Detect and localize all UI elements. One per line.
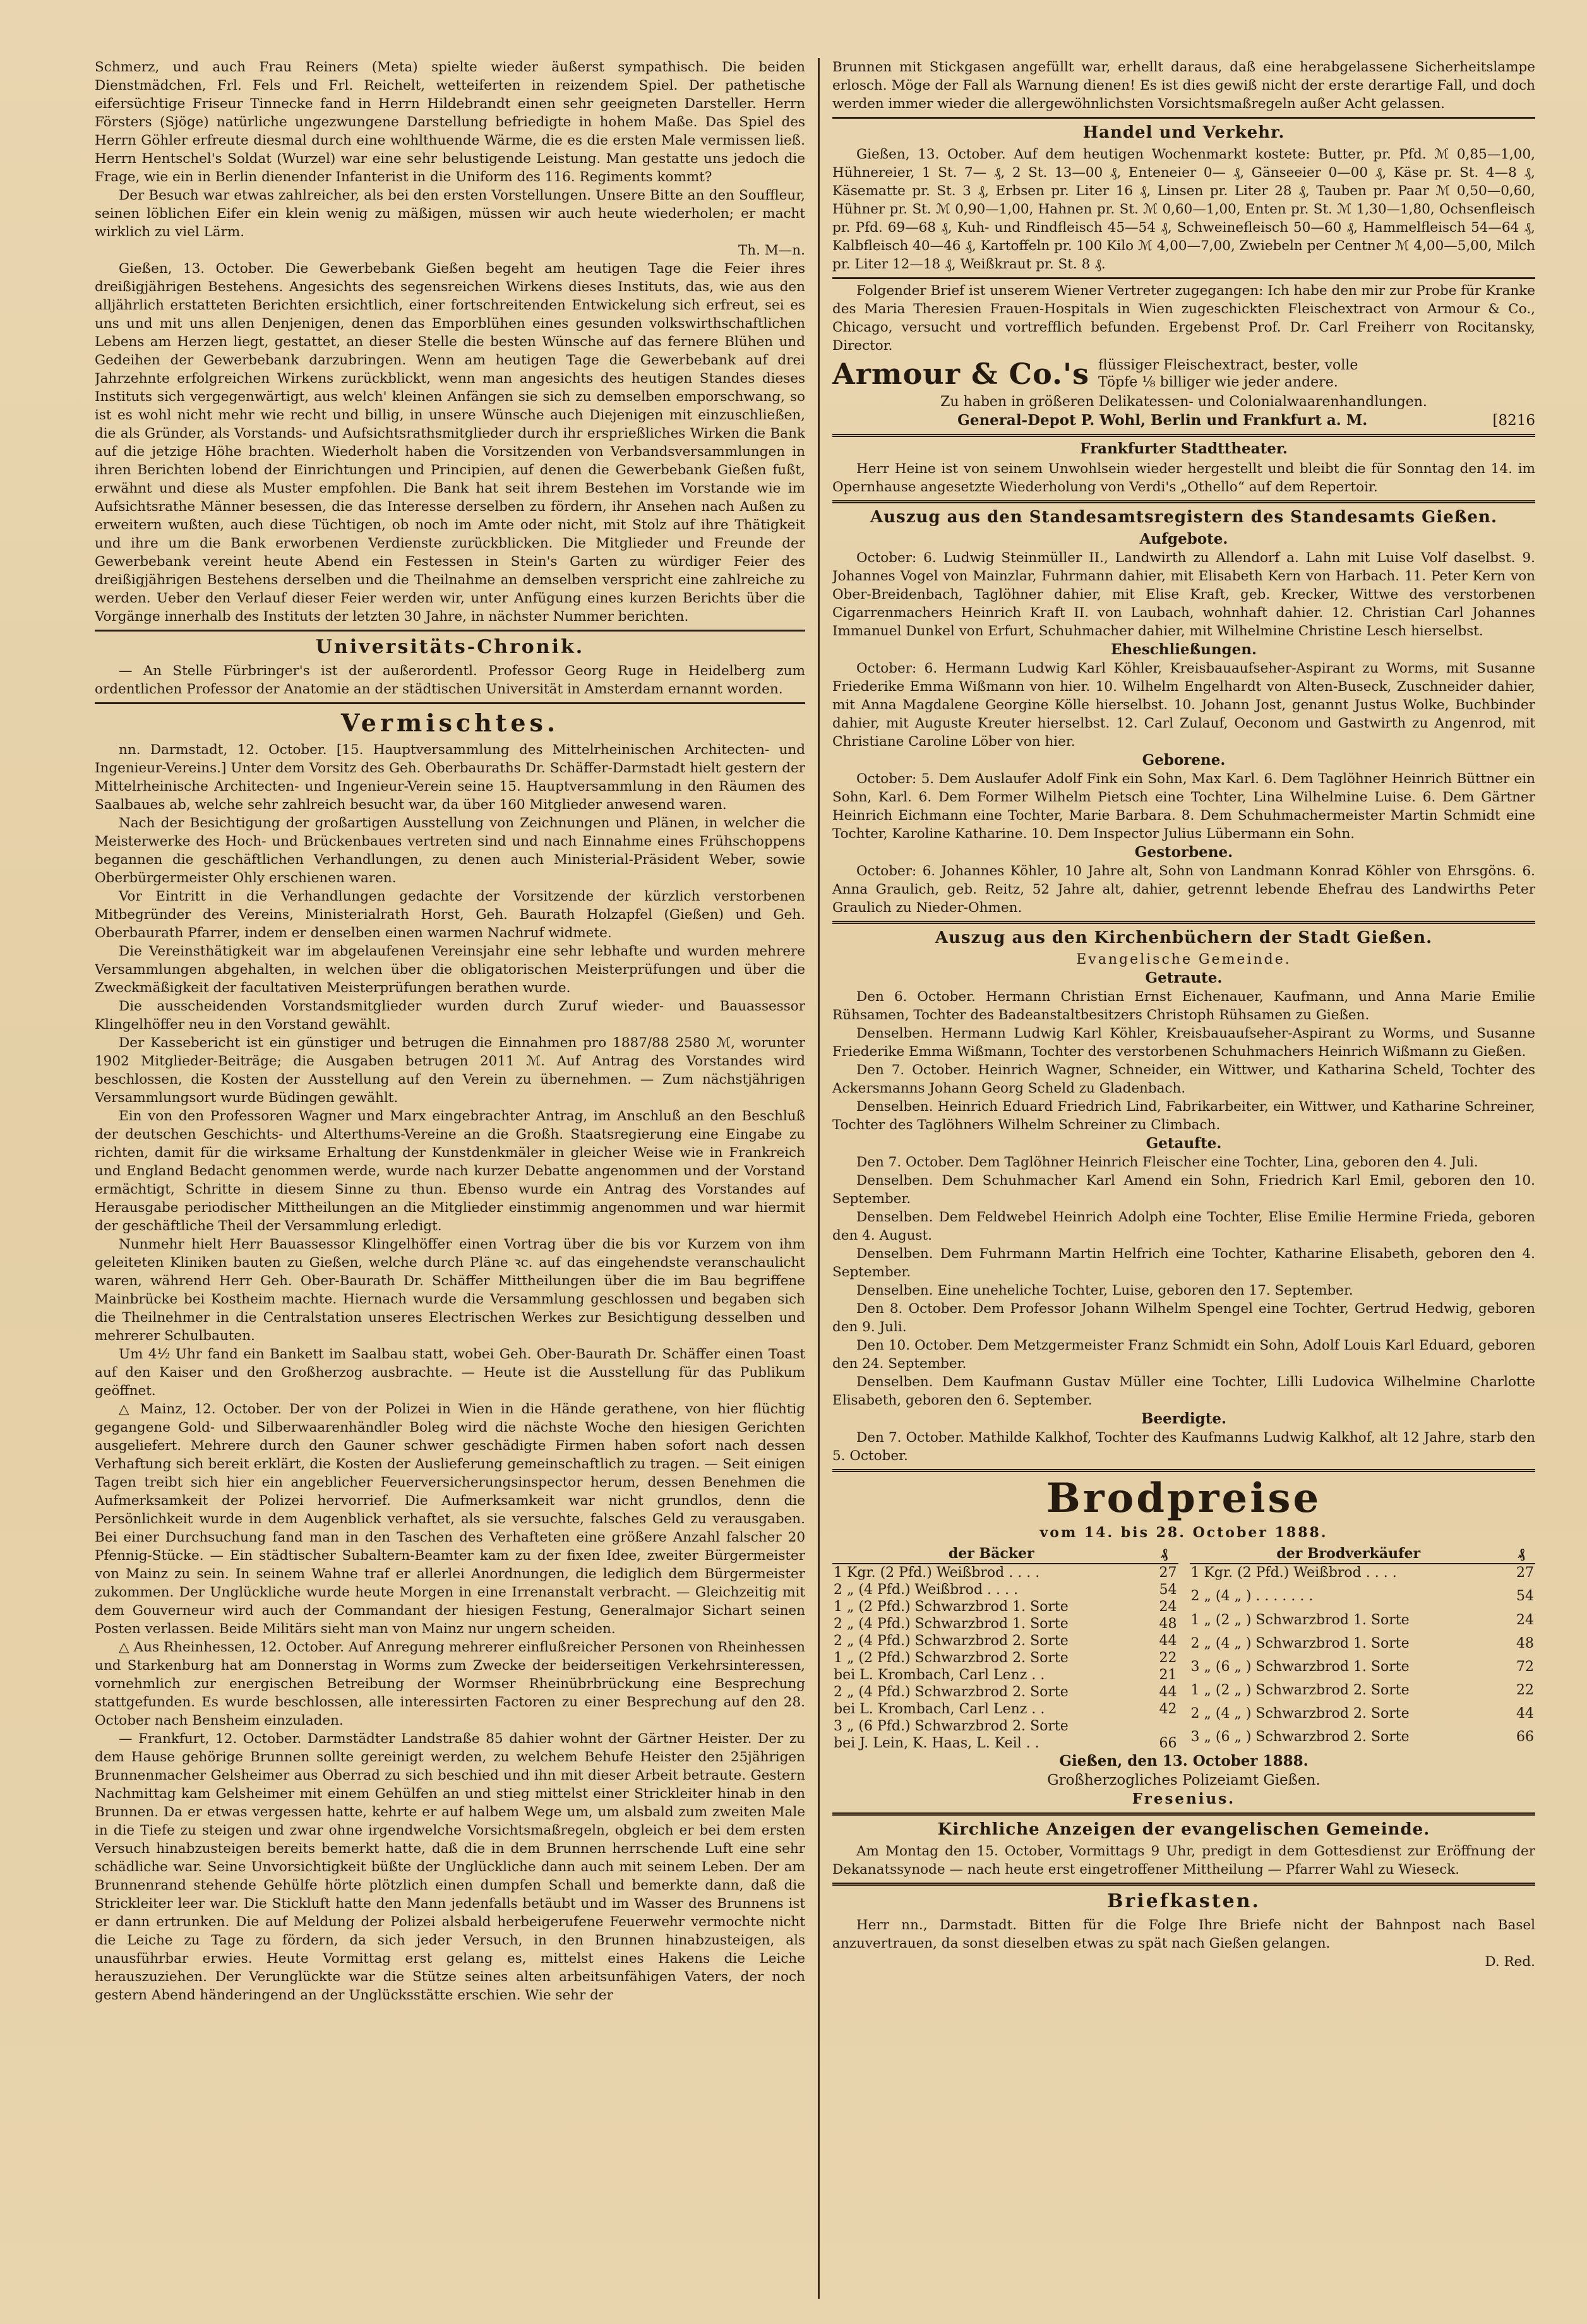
- theater-notice: Herr Heine ist von seinem Unwohlsein wieder hergestellt und bleibt die für Sonntag den 14. im Opernhause angesetzte Wiederholung von Verdi's „Othello“ auf dem Repertoir.: [832, 461, 1535, 495]
- kirchen-entry: Denselben. Eine uneheliche Tochter, Luise, geboren den 17. September.: [856, 1283, 1353, 1298]
- section-title-briefkasten: Briefkasten.: [1107, 1890, 1261, 1912]
- section-title-handel: Handel und Verkehr.: [1082, 123, 1285, 142]
- price-value: 21: [1159, 1667, 1177, 1683]
- review-signature: Th. M—n.: [738, 243, 805, 258]
- price-value: 24: [1159, 1599, 1177, 1615]
- kirchen-entry: Denselben. Dem Fuhrmann Martin Helfrich eine Tochter, Katharine Elisabeth, geboren den 4. September.: [832, 1246, 1535, 1280]
- kirchen-entry: Den 8. October. Dem Professor Johann Wilhelm Spengel eine Tochter, Gertrud Hedwig, geboren den 9. Juli.: [832, 1301, 1535, 1335]
- table-header-unit: ₰: [1151, 1545, 1178, 1564]
- standes-entry: October: 5. Dem Auslaufer Adolf Fink ein Sohn, Max Karl. 6. Dem Taglöhner Heinrich Büttner ein Sohn, Karl. 6. Dem Former Wilhelm Pietsch eine Tochter, Lina Wilhelmine Luise. 6. Dem Gärtner Heinrich Eichmann eine Tochter, Marie Barbara. 8. Dem Schuhmachermeister Martin Schmidt eine Tochter, Karoline Katharine. 10. Dem Inspector Julius Lübermann ein Sohn.: [832, 771, 1535, 842]
- standes-entry: October: 6. Ludwig Steinmüller II., Landwirth zu Allendorf a. Lahn mit Luise Volf daselbst. 9. Johannes Vogel von Mainzlar, Fuhrmann dahier, mit Elisabeth Kern von Harbach. 11. Peter Kern von Ober-Breidenbach, Taglöhner dahier, mit Elise Kraft, geb. Krecker, Wittwe des verstorbenen Cigarrenmachers Heinrich Kraft II. von Laubach, wohnhaft dahier. 12. Christian Carl Johannes Immanuel Dunkel von Erfurt, Schuhmacher dahier, mit Wilhelmine Christine Lesch hierselbst.: [832, 550, 1535, 639]
- kirchen-subtitle: Evangelische Gemeinde.: [1076, 952, 1291, 967]
- section-rule: [832, 434, 1535, 437]
- price-item: 1 „ (2 „ ) Schwarzbrod 1. Sorte: [1190, 1612, 1410, 1628]
- brodpreise-block: [832, 1475, 1535, 1809]
- section-rule: [832, 500, 1535, 503]
- section-rule: [832, 1469, 1535, 1472]
- price-item: 1 „ (2 „ ) Schwarzbrod 2. Sorte: [1190, 1682, 1410, 1698]
- table-row: [1190, 1564, 1536, 1588]
- table-row: [832, 1684, 1178, 1701]
- section-title-vermischtes: Vermischtes.: [340, 709, 560, 737]
- kirchen-entry: Den 7. October. Mathilde Kalkhof, Tochter des Kaufmanns Ludwig Kalkhof, alt 12 Jahre, starb den 5. October.: [832, 1430, 1535, 1464]
- standes-subheading: Eheschließungen.: [1110, 641, 1257, 658]
- section-rule: [95, 702, 805, 704]
- continued-paragraph: Brunnen mit Stickgasen angefüllt war, erhellt daraus, daß eine herabgelassene Sicherheitslampe erlosch. Möge der Fall als Warnung dienen! Es ist dies gewiß nicht der erste derartige Fall, und doch werden immer wieder die allergewöhnlichsten Vorsichtsmaßregeln außer Acht gelassen.: [832, 59, 1535, 112]
- ad-brand-side-line: Töpfe ⅛ billiger wie jeder andere.: [1098, 374, 1338, 390]
- price-item: bei L. Krombach, Carl Lenz . .: [834, 1667, 1045, 1683]
- kirchliche-anzeige-text: Am Montag den 15. October, Vormittags 9 Uhr, predigt in dem Gottesdienst zur Eröffnung der Dekanatssynode — nach heute erst eingetroffener Mittheilung — Pfarrer Wahl zu Wieseck.: [832, 1843, 1535, 1878]
- kirchen-entry: Denselben. Hermann Ludwig Karl Köhler, Kreisbauaufseher-Aspirant zu Worms, und Susanne Friederike Emma Wißmann, Tochter des verstorbenen Schuhmachers Heinrich Wißmann zu Gießen.: [832, 1026, 1535, 1060]
- vermischtes-paragraph: Ein von den Professoren Wagner und Marx eingebrachter Antrag, im Anschluß an den Beschluß der deutschen Geschichts- und Alterthums-Vereine an die Großh. Staatsregierung eine Eingabe zu richten, damit für die wirksame Erhaltung der Kunstdenkmäler in gleicher Weise wie in Frankreich und England Bedacht genommen werde, wurde nach kurzer Debatte angenommen und der Vorstand ermächtigt, Schritte in diesem Sinne zu thun. Ebenso wurde ein Antrag des Vorstandes auf Herausgabe periodischer Mittheilungen an die Mitglieder einstimmig angenommen und war hiermit der geschäftliche Theil der Versammlung erledigt.: [95, 1108, 805, 1234]
- table-row: [832, 1581, 1178, 1598]
- market-prices-text: Gießen, 13. October. Auf dem heutigen Wochenmarkt kostete: Butter, pr. Pfd. ℳ 0,85—1,00, Hühnereier, 1 St. 7— ₰, 2 St. 13—00 ₰, Enteneier 0— ₰, Gänseeier 0—00 ₰, Käse pr. St. 4—8 ₰, Käsematte pr. St. 3 ₰, Erbsen pr. Liter 16 ₰, Linsen pr. Liter 28 ₰, Tauben pr. Paar ℳ 0,50—0,60, Hühner pr. St. ℳ 0,90—1,00, Hahnen pr. St. ℳ 0,60—1,00, Enten pr. St. ℳ 1,30—1,80, Ochsenfleisch pr. Pfd. 69—68 ₰, Kuh- und Rindfleisch 45—54 ₰, Schweinefleisch 50—60 ₰, Hammelfleisch 54—64 ₰, Kalbfleisch 40—46 ₰, Kartoffeln pr. 100 Kilo ℳ 4,00—7,00, Zwiebeln per Centner ℳ 4,00—5,00, Milch pr. Liter 12—18 ₰, Weißkraut pr. St. 8 ₰.: [832, 147, 1535, 272]
- section-rule: [832, 921, 1535, 924]
- kirchen-entry: Denselben. Dem Kaufmann Gustav Müller eine Tochter, Lilli Ludovica Wilhelmine Charlotte Elisabeth, geboren den 6. September.: [832, 1374, 1535, 1408]
- price-value: 66: [1516, 1728, 1534, 1745]
- price-value: 66: [1159, 1735, 1177, 1751]
- section-title-universitaets-chronik: Universitäts-Chronik.: [315, 636, 585, 658]
- standes-subheading: Geborene.: [1142, 752, 1226, 769]
- price-value: 24: [1516, 1612, 1534, 1628]
- ad-number: [8216: [1492, 412, 1535, 429]
- standes-subheading: Aufgebote.: [1139, 530, 1228, 548]
- brodpreise-subtitle: vom 14. bis 28. October 1888.: [1039, 1524, 1328, 1541]
- price-table-body: [1190, 1564, 1536, 1752]
- brodpreise-signer: Fresenius.: [1132, 1790, 1236, 1807]
- price-item: 2 „ (4 „ ) Schwarzbrod 1. Sorte: [1190, 1635, 1410, 1651]
- table-row: [832, 1598, 1178, 1615]
- vermischtes-paragraph: — Frankfurt, 12. October. Darmstädter Landstraße 85 dahier wohnt der Gärtner Heister. Der zu dem Hause gehörige Brunnen sollte gereinigt werden, zu welchem Behufe Heister den 25jährigen Brunnenmacher Gelsheimer aus Oberrad zu sich beschied und ihn mit dieser Arbeit betraute. Gestern Nachmittag kam Gelsheimer mit einem Gehülfen an und stieg mittelst einer Strickleiter hinab in den Brunnen. Da er etwas vergessen hatte, kehrte er auf halbem Wege um, um alsbald zum zweiten Male in die Tiefe zu steigen und zwar ohne irgendwelche Vorsichtsmaßregeln, obgleich er bei dem ersten Versuch hinabzusteigen bereits bemerkt hatte, daß die in dem Brunnen herrschende Luft eine sehr schädliche war. Seine Unvorsichtigkeit büßte der Unglückliche dann auch mit seinem Leben. Der am Brunnenrand stehende Gehülfe hörte plötzlich einen dumpfen Schall und bemerkte dann, daß die Strickleiter leer war. Die Stickluft hatte den Mann jedenfalls betäubt und im Wasser des Brunnens ist er dann ertrunken. Die auf Meldung der Polizei alsbald herbeigerufene Feuerwehr vermochte nicht die Leiche zu Tage zu fördern, da sich jeder Versuch, in den Brunnen hinabzusteigen, als unausführbar erwies. Heute Vormittag erst gelang es, mittelst eines Hakens die Leiche herauszuziehen. Der Verunglückte war die Stütze seines alten arbeitsunfähigen Vaters, der noch gestern Abend händeringend an der Unglücksstätte erschien. Wie sehr der: [95, 1731, 805, 2003]
- section-rule: [832, 277, 1535, 279]
- vermischtes-paragraph: Die ausscheidenden Vorstandsmitglieder wurden durch Zuruf wieder- und Bauassessor Klingelhöffer neu in den Vorstand gewählt.: [95, 998, 805, 1033]
- price-value: 48: [1516, 1635, 1534, 1651]
- price-item: 2 „ (4 „ ) Schwarzbrod 2. Sorte: [1190, 1705, 1410, 1722]
- price-item: 2 „ (4 Pfd.) Weißbrod . . . .: [834, 1582, 1018, 1598]
- table-row: [1190, 1682, 1536, 1705]
- ad-availability: Zu haben in größeren Delikatessen- und Colonialwaarenhandlungen.: [940, 394, 1427, 410]
- kirchen-subheading: Getraute.: [1145, 969, 1223, 986]
- price-value: 27: [1516, 1565, 1534, 1581]
- price-table-body: [832, 1564, 1178, 1752]
- ad-brand-side: [1098, 357, 1358, 391]
- price-value: 72: [1516, 1658, 1534, 1675]
- vermischtes-paragraph: Vor Eintritt in die Verhandlungen gedachte der Vorsitzende der kürzlich verstorbenen Mitbegründer des Vereins, Ministerialrath Horst, Geh. Baurath Holzapfel (Gießen) und Geh. Oberbaurath Pfarrer, indem er denselben einen warmen Nachruf widmete.: [95, 889, 805, 941]
- left-column: [95, 58, 805, 2301]
- table-row: [832, 1564, 1178, 1581]
- price-item: 3 „ (6 Pfd.) Schwarzbrod 2. Sorte: [834, 1718, 1069, 1734]
- kirchen-entry: Denselben. Dem Schuhmacher Karl Amend ein Sohn, Friedrich Karl Emil, geboren den 10. September.: [832, 1173, 1535, 1207]
- price-value: 48: [1159, 1616, 1177, 1632]
- vermischtes-paragraph: Die Vereinsthätigkeit war im abgelaufenen Vereinsjahr eine sehr lebhafte und wurden mehrere Versammlungen abgehalten, in welchen über die obligatorischen Meisterprüfungen und über die Zweckmäßigkeit der facultativen Meisterprüfungen berathen wurde.: [95, 943, 805, 996]
- price-item: bei J. Lein, K. Haas, L. Keil . .: [834, 1735, 1039, 1751]
- table-row: [1190, 1588, 1536, 1611]
- standes-entry: October: 6. Johannes Köhler, 10 Jahre alt, Sohn von Landmann Konrad Köhler von Ehrsgöns. 6. Anna Graulich, geb. Reitz, 52 Jahre alt, dahier, getrennt lebende Ehefrau des Landwirths Peter Graulich zu Nieder-Ohmen.: [832, 863, 1535, 916]
- table-header: der Brodverkäufer: [1190, 1545, 1508, 1564]
- section-rule: [832, 117, 1535, 119]
- section-rule: [832, 1812, 1535, 1816]
- price-item: 1 „ (2 Pfd.) Schwarzbrod 1. Sorte: [834, 1599, 1069, 1615]
- table-header-unit: ₰: [1507, 1545, 1535, 1564]
- kirchen-entry: Denselben. Dem Feldwebel Heinrich Adolph eine Tochter, Elise Emilie Hermine Frieda, geboren den 4. August.: [832, 1209, 1535, 1243]
- section-title-standesamt: Auszug aus den Standesamtsregistern des Standesamts Gießen.: [870, 508, 1497, 527]
- briefkasten-signature: D. Red.: [1485, 1954, 1535, 1970]
- table-row: [1190, 1705, 1536, 1728]
- price-item: 1 Kgr. (2 Pfd.) Weißbrod . . . .: [1190, 1565, 1397, 1581]
- table-row: [832, 1615, 1178, 1632]
- table-row: [832, 1632, 1178, 1650]
- table-header: der Bäcker: [832, 1545, 1151, 1564]
- price-value: 44: [1159, 1633, 1177, 1649]
- kirchen-entry: Den 10. October. Dem Metzgermeister Franz Schmidt ein Sohn, Adolf Louis Karl Eduard, geboren den 24. September.: [832, 1338, 1535, 1372]
- price-value: 54: [1516, 1588, 1534, 1605]
- price-value: 42: [1159, 1701, 1177, 1717]
- price-value: 44: [1159, 1684, 1177, 1700]
- price-item: 2 „ (4 Pfd.) Schwarzbrod 2. Sorte: [834, 1684, 1069, 1700]
- right-column: [832, 58, 1535, 2301]
- section-title-kirchliche-anzeigen: Kirchliche Anzeigen der evangelischen Gemeinde.: [937, 1820, 1430, 1839]
- vermischtes-paragraph: Um 4½ Uhr fand ein Bankett im Saalbau statt, wobei Geh. Ober-Baurath Dr. Schäffer einen Toast auf den Kaiser und den Großherzog ausbrachte. — Heute ist die Ausstellung für das Publikum geöffnet.: [95, 1346, 805, 1399]
- uni-chronik-text: — An Stelle Fürbringer's ist der außerordentl. Professor Georg Ruge in Heidelberg zum ordentlichen Professor der Anatomie an der städtischen Universität in Amsterdam ernannt worden.: [95, 663, 805, 697]
- ad-brand-side-line: flüssiger Fleischextract, bester, volle: [1098, 357, 1358, 373]
- section-title-stadttheater: Frankfurter Stadttheater.: [1080, 440, 1288, 457]
- price-value: 22: [1516, 1682, 1534, 1698]
- ad-letter-text: Folgender Brief ist unserem Wiener Vertreter zugegangen: Ich habe den mir zur Probe für Kranke des Maria Theresien Frauen-Hospitals in Wien zugeschickten Fleischextract von Armour & Co., Chicago, versucht und vortrefflich befunden. Ergebenst Prof. Dr. Carl Freiherr von Rocitansky, Director.: [832, 283, 1535, 354]
- standes-subheading: Gestorbene.: [1134, 844, 1233, 861]
- table-row: [832, 1701, 1178, 1718]
- gewerbebank-article: Gießen, 13. October. Die Gewerbebank Gießen begeht am heutigen Tage die Feier ihres dreißigjährigen Bestehens. Angesichts des segensreichen Wirkens dieses Instituts, das, wie aus den alljährlich erstatteten Berichten ersichtlich, einer fortschreitenden Entwickelung sich erfreut, sei es uns und mit uns allen Denjenigen, denen das Emporblühen eines gesunden volkswirthschaftlichen Lebens am Herzen liegt, gestattet, an dieser Stelle die besten Wünsche auf das fernere Blühen und Gedeihen der Gewerbebank darzubringen. Wenn am heutigen Tage die Gewerbebank auf drei Jahrzehnte erfolgreichen Wirkens zurückblickt, wenn man angesichts des heutigen Standes dieses Instituts sich vergegenwärtigt, aus welch' kleinen Anfängen sie sich zu demselben emporschwang, so ist es wohl nicht mehr wie recht und billig, in unsere Wünsche auch Diejenigen mit einzuschließen, die als Gründer, als Vorstands- und Aufsichtsrathsmitglieder durch ihr ersprießliches Wirken die Bank auf die jetzige Höhe brachten. Wiederholt haben die Vorsitzenden von Verbandsversammlungen in ihren Berichten lobend der Einrichtungen und Principien, auf denen die Gewerbebank Gießen fußt, erwähnt und diese als Muster empfohlen. Die Bank hat seit ihrem Bestehen im Vorstande wie im Aufsichtsrathe Männer besessen, die das Interesse derselben zu fördern, ihr Ansehen nach Außen zu erweitern wußten, auch diese Tüchtigen, ob noch im Amte oder nicht, mit Stolz auf ihre Thätigkeit und ihre um die Bank erworbenen Verdienste zurückblicken. Die Mitglieder und Freunde der Gewerbebank vereint heute Abend ein Festessen in Stein's Garten zu würdiger Feier des dreißigjährigen Bestehens derselben und die Theilnahme an demselben verspricht eine zahlreiche zu werden. Ueber den Verlauf dieser Feier werden wir, unter Anfügung eines kurzen Berichts über die Vorgänge innerhalb des Instituts der letzten 30 Jahre, in nächster Nummer berichten.: [95, 261, 805, 625]
- briefkasten-text: Herr nn., Darmstadt. Bitten für die Folge Ihre Briefe nicht der Bahnpost nach Basel anzuvertrauen, da sonst dieselben etwas zu spät nach Gießen gelangen.: [832, 1917, 1535, 1951]
- brodpreise-date: Gießen, den 13. October 1888.: [1059, 1752, 1309, 1770]
- ad-depot-row: [832, 411, 1535, 430]
- price-item: 3 „ (6 „ ) Schwarzbrod 1. Sorte: [1190, 1658, 1410, 1675]
- price-table-brodverkaeufer: [1190, 1545, 1536, 1752]
- price-tables: [832, 1545, 1535, 1752]
- price-item: 3 „ (6 „ ) Schwarzbrod 2. Sorte: [1190, 1728, 1410, 1745]
- section-rule: [95, 630, 805, 632]
- kirchen-subheading: Beerdigte.: [1141, 1410, 1226, 1427]
- table-row: [1190, 1728, 1536, 1752]
- table-row: [1190, 1612, 1536, 1635]
- table-row: [1190, 1658, 1536, 1682]
- theater-review-paragraph: Der Besuch war etwas zahlreicher, als bei den ersten Vorstellungen. Unsere Bitte an den Souffleur, seinen löblichen Eifer ein klein wenig zu mäßigen, müssen wir auch heute wiederholen; er macht wirklich zu viel Lärm.: [95, 188, 805, 240]
- price-item: 2 „ (4 Pfd.) Schwarzbrod 1. Sorte: [834, 1616, 1069, 1632]
- kirchen-subheading: Getaufte.: [1146, 1135, 1222, 1152]
- vermischtes-paragraph: Der Kassebericht ist ein günstiger und betrugen die Einnahmen pro 1887/88 2580 ℳ, worunter 1902 Mitglieder-Beiträge; die Ausgaben betrugen 2011 ℳ. Auf Antrag des Vorstandes wird beschlossen, die Kosten der Ausstellung auf den Verein zu übernehmen. — Zum nächstjährigen Versammlungsort wurde Büdingen gewählt.: [95, 1035, 805, 1106]
- ad-brand-row: [832, 356, 1535, 392]
- vermischtes-paragraph: Nunmehr hielt Herr Bauassessor Klingelhöffer einen Vortrag über die bis vor Kurzem von ihm geleiteten Kliniken bauten zu Gießen, welche durch Pläne ꝛc. auf das eingehendste veranschaulicht waren, während Herr Geh. Ober-Baurath Dr. Schäffer Mittheilungen über die im Bau begriffene Mainbrücke bei Kostheim machte. Hiernach wurde die Versammlung geschlossen und begaben sich die Theilnehmer in die Centralstation unseres Electrischen Werkes zur Besichtigung desselben und mehrerer Schulbauten.: [95, 1237, 805, 1344]
- price-value: 44: [1516, 1705, 1534, 1722]
- column-divider: [818, 58, 820, 2299]
- kirchen-entry: Den 7. October. Heinrich Wagner, Schneider, ein Wittwer, und Katharina Scheld, Tochter des Ackersmanns Johann Georg Scheld zu Gladenbach.: [832, 1062, 1535, 1096]
- vermischtes-paragraph: △ Aus Rheinhessen, 12. October. Auf Anregung mehrerer einflußreicher Personen von Rheinhessen und Starkenburg hat am Donnerstag in Worms zum Zwecke der beiderseitigen Verkehrsinteressen, vornehmlich zur energischen Betreibung der Wormser Rheinübrbrückung eine Besprechung stattgefunden. Es wurde beschlossen, alle interessirten Factoren zu einer Besprechung auf den 28. October nach Bensheim einzuladen.: [95, 1639, 805, 1728]
- price-value: 27: [1159, 1565, 1177, 1581]
- price-item: 1 „ (2 Pfd.) Schwarzbrod 2. Sorte: [834, 1650, 1069, 1666]
- brodpreise-title: Brodpreise: [1046, 1475, 1322, 1522]
- price-item: bei L. Krombach, Carl Lenz . .: [834, 1701, 1045, 1717]
- brodpreise-office: Großherzogliches Polizeiamt Gießen.: [1047, 1772, 1321, 1788]
- price-value: 22: [1159, 1650, 1177, 1666]
- vermischtes-paragraph: nn. Darmstadt, 12. October. [15. Hauptversammlung des Mittelrheinischen Architecten- und Ingenieur-Vereins.] Unter dem Vorsitz des Geh. Oberbauraths Dr. Schäffer-Darmstadt hielt gestern der Mittelrheinische Architecten- und Ingenieur-Verein seine 15. Hauptversammlung in den Räumen des Saalbaues ab, welche sehr zahlreich besucht war, da über 160 Mitglieder anwesend waren.: [95, 742, 805, 813]
- table-row: [1190, 1635, 1536, 1658]
- price-item: 2 „ (4 Pfd.) Schwarzbrod 2. Sorte: [834, 1633, 1069, 1649]
- kirchen-entry: Den 7. October. Dem Taglöhner Heinrich Fleischer eine Tochter, Lina, geboren den 4. Juli.: [856, 1154, 1478, 1170]
- price-item: 2 „ (4 „ ) . . . . . . .: [1190, 1588, 1314, 1605]
- price-item: 1 Kgr. (2 Pfd.) Weißbrod . . . .: [834, 1565, 1040, 1581]
- price-value: [1151, 1718, 1178, 1735]
- table-row: [832, 1718, 1178, 1735]
- vermischtes-paragraph: △ Mainz, 12. October. Der von der Polizei in Wien in die Hände gerathene, von hier flüchtig gegangene Gold- und Silberwaarenhändler Boleg wird die nächste Woche den hiesigen Gerichten ausgeliefert. Mehrere durch den Gauner schwer geschädigte Firmen haben sofort nach dessen Verhaftung sich bereit erklärt, die Kosten der Auslieferung gemeinschaftlich zu tragen. — Seit einigen Tagen treibt sich hier ein angeblicher Feuerversicherungsinspector herum, dessen Benehmen die Aufmerksamkeit der Polizei hervorrief. Die Aufmerksamkeit war nicht grundlos, denn die Persönlichkeit wurde in dem Augenblick verhaftet, als sie versuchte, falsches Geld zu verausgaben. Bei einer Durchsuchung fand man in den Taschen des Verhafteten eine größere Anzahl falscher 20 Pfennig-Stücke. — Ein städtischer Subaltern-Beamter kam zu der fixen Idee, zweiter Bürgermeister von Mainz zu sein. In seinem Wahne traf er allerlei Anordnungen, die lediglich dem Bürgermeister zukommen. Der Unglückliche wurde heute Morgen in eine Irrenanstalt verbracht. — Gleichzeitig mit dem Gouverneur wird auch der Commandant der hiesigen Festung, Generalmajor Sichart seinen Posten verlassen. Beide Militärs sieht man von Mainz nur ungern scheiden.: [95, 1401, 805, 1637]
- section-rule: [832, 1883, 1535, 1886]
- table-row: [832, 1667, 1178, 1684]
- kirchen-entry: Denselben. Heinrich Eduard Friedrich Lind, Fabrikarbeiter, ein Wittwer, und Katharine Schreiner, Tochter des Taglöhners Wilhelm Schreiner zu Climbach.: [832, 1099, 1535, 1133]
- theater-review-paragraph: Schmerz, und auch Frau Reiners (Meta) spielte wieder äußerst sympathisch. Die beiden Dienstmädchen, Frl. Fels und Frl. Reichelt, wetteiferten in reizendem Spiel. Der pathetische eifersüchtige Friseur Tinnecke fand in Herrn Hildebrandt einen sehr geeigneten Darsteller. Herrn Försters (Sjöge) natürliche ungezwungene Darstellung befriedigte in hohem Maße. Das Spiel des Herrn Göhler erfreute diesmal durch eine wohlthuende Wärme, die es die ersten Male vermissen ließ. Herrn Hentschel's Soldat (Wurzel) war eine sehr belustigende Leistung. Man gestatte uns jedoch die Frage, wie ein in Berlin dienender Infanterist in die Uniform des 116. Regiments kommt?: [95, 59, 805, 185]
- ad-brand-name: Armour & Co.'s: [832, 357, 1089, 391]
- table-row: [832, 1735, 1178, 1752]
- standes-entry: October: 6. Hermann Ludwig Karl Köhler, Kreisbauaufseher-Aspirant zu Worms, mit Susanne Friederike Emma Wißmann von hier. 10. Wilhelm Engelhardt von Alten-Buseck, Zuschneider dahier, mit Anna Magdalene Georgine Kölle hierselbst. 10. Johann Jost, genannt Justus Wolke, Buchbinder dahier, mit Auguste Kreuter hierselbst. 12. Carl Zulauf, Oeconom und Gastwirth zu Angenrod, mit Christiane Caroline Löber von hier.: [832, 661, 1535, 750]
- vermischtes-paragraph: Nach der Besichtigung der großartigen Ausstellung von Zeichnungen und Plänen, in welcher die Meisterwerke des Hoch- und Brückenbaues vertreten sind und nach Einnahme eines Frühschoppens begannen die geschäftlichen Verhandlungen, zu denen auch Ministerial-Präsident Weber, sowie Oberbürgermeister Ohly erschienen waren.: [95, 815, 805, 886]
- price-table-baecker: [832, 1545, 1178, 1752]
- table-header-row: [832, 1545, 1178, 1564]
- section-title-kirchenbuecher: Auszug aus den Kirchenbüchern der Stadt Gießen.: [935, 928, 1433, 947]
- kirchen-entry: Den 6. October. Hermann Christian Ernst Eichenauer, Kaufmann, und Anna Marie Emilie Rühsamen, Tochter des Badeanstaltbesitzers Christoph Rühsamen zu Gießen.: [832, 989, 1535, 1023]
- table-row: [832, 1650, 1178, 1667]
- table-header-row: [1190, 1545, 1536, 1564]
- armour-advertisement: [832, 282, 1535, 430]
- ad-depot: General-Depot P. Wohl, Berlin und Frankfurt a. M.: [957, 412, 1368, 429]
- price-value: 54: [1159, 1582, 1177, 1598]
